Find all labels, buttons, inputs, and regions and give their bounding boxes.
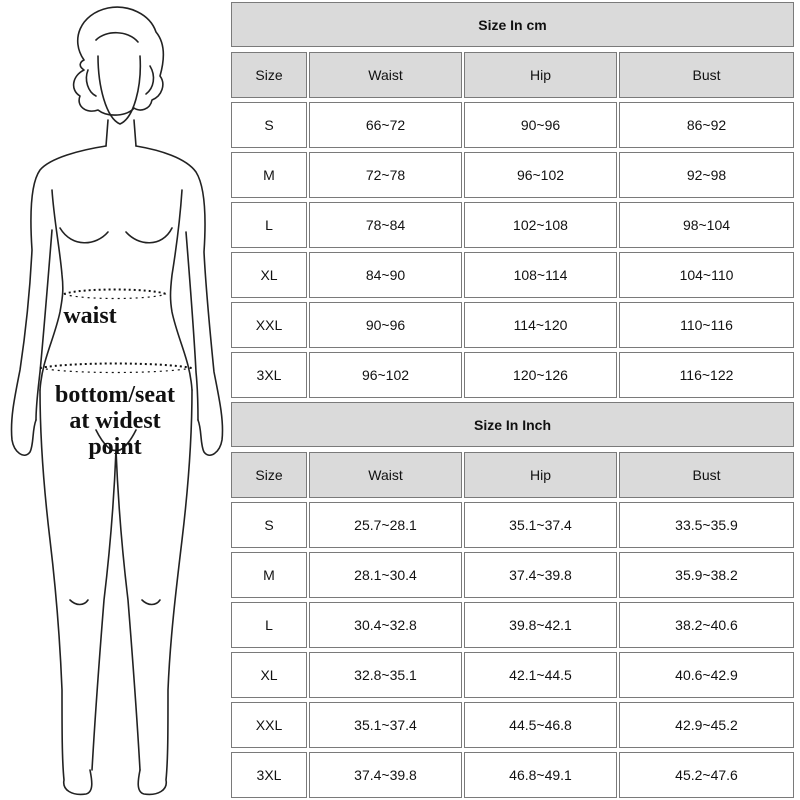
bust-cell: 45.2~47.6 — [619, 752, 794, 798]
hip-cell: 90~96 — [464, 102, 617, 148]
hip-cell: 35.1~37.4 — [464, 502, 617, 548]
seat-label-line: at widest — [69, 408, 161, 434]
size-cell: XL — [231, 252, 307, 298]
table-row — [229, 550, 796, 600]
body-figure-illustration — [0, 0, 228, 800]
size-cell: XL — [231, 652, 307, 698]
waist-cell: 28.1~30.4 — [309, 552, 462, 598]
bust-cell: 42.9~45.2 — [619, 702, 794, 748]
hip-cell: 44.5~46.8 — [464, 702, 617, 748]
table-header-row — [229, 50, 796, 100]
seat-label — [22, 382, 208, 460]
hip-cell: 96~102 — [464, 152, 617, 198]
table-row — [229, 700, 796, 750]
hip-cell: 46.8~49.1 — [464, 752, 617, 798]
waist-cell: 66~72 — [309, 102, 462, 148]
hip-cell: 42.1~44.5 — [464, 652, 617, 698]
hip-cell: 108~114 — [464, 252, 617, 298]
waist-cell: 90~96 — [309, 302, 462, 348]
inch-table-title: Size In Inch — [231, 402, 794, 447]
size-cell: XXL — [231, 302, 307, 348]
waist-cell: 96~102 — [309, 352, 462, 398]
hip-cell: 102~108 — [464, 202, 617, 248]
table-row — [229, 600, 796, 650]
table-row — [229, 650, 796, 700]
table-row — [229, 350, 796, 400]
bust-cell: 104~110 — [619, 252, 794, 298]
seat-label-line: point — [88, 434, 142, 460]
table-row — [229, 100, 796, 150]
waist-cell: 37.4~39.8 — [309, 752, 462, 798]
header-size: Size — [231, 52, 307, 98]
bust-cell: 33.5~35.9 — [619, 502, 794, 548]
waist-cell: 78~84 — [309, 202, 462, 248]
size-cell: S — [231, 502, 307, 548]
bust-cell: 35.9~38.2 — [619, 552, 794, 598]
size-cell: M — [231, 152, 307, 198]
waist-cell: 25.7~28.1 — [309, 502, 462, 548]
waist-label: waist — [63, 303, 117, 329]
bust-cell: 86~92 — [619, 102, 794, 148]
table-row — [229, 200, 796, 250]
hip-cell: 114~120 — [464, 302, 617, 348]
hip-cell: 120~126 — [464, 352, 617, 398]
header-waist: Waist — [309, 452, 462, 498]
size-cell: 3XL — [231, 352, 307, 398]
table-row — [229, 150, 796, 200]
table-header-row — [229, 450, 796, 500]
header-bust: Bust — [619, 52, 794, 98]
bust-cell: 98~104 — [619, 202, 794, 248]
header-hip: Hip — [464, 52, 617, 98]
size-cell: XXL — [231, 702, 307, 748]
size-cell: M — [231, 552, 307, 598]
seat-label-line: bottom/seat — [55, 382, 175, 408]
bust-cell: 116~122 — [619, 352, 794, 398]
hip-cell: 39.8~42.1 — [464, 602, 617, 648]
table-row — [229, 250, 796, 300]
waist-cell: 32.8~35.1 — [309, 652, 462, 698]
size-cell: L — [231, 202, 307, 248]
cm-table-title: Size In cm — [231, 2, 794, 47]
size-cell: L — [231, 602, 307, 648]
waist-cell: 30.4~32.8 — [309, 602, 462, 648]
waist-cell: 35.1~37.4 — [309, 702, 462, 748]
header-bust: Bust — [619, 452, 794, 498]
header-hip: Hip — [464, 452, 617, 498]
waist-cell: 84~90 — [309, 252, 462, 298]
header-size: Size — [231, 452, 307, 498]
table-row — [229, 750, 796, 800]
bust-cell: 40.6~42.9 — [619, 652, 794, 698]
hip-cell: 37.4~39.8 — [464, 552, 617, 598]
size-cell: S — [231, 102, 307, 148]
table-row — [229, 500, 796, 550]
waist-cell: 72~78 — [309, 152, 462, 198]
header-waist: Waist — [309, 52, 462, 98]
bust-cell: 110~116 — [619, 302, 794, 348]
bust-cell: 92~98 — [619, 152, 794, 198]
size-cell: 3XL — [231, 752, 307, 798]
bust-cell: 38.2~40.6 — [619, 602, 794, 648]
table-row — [229, 300, 796, 350]
